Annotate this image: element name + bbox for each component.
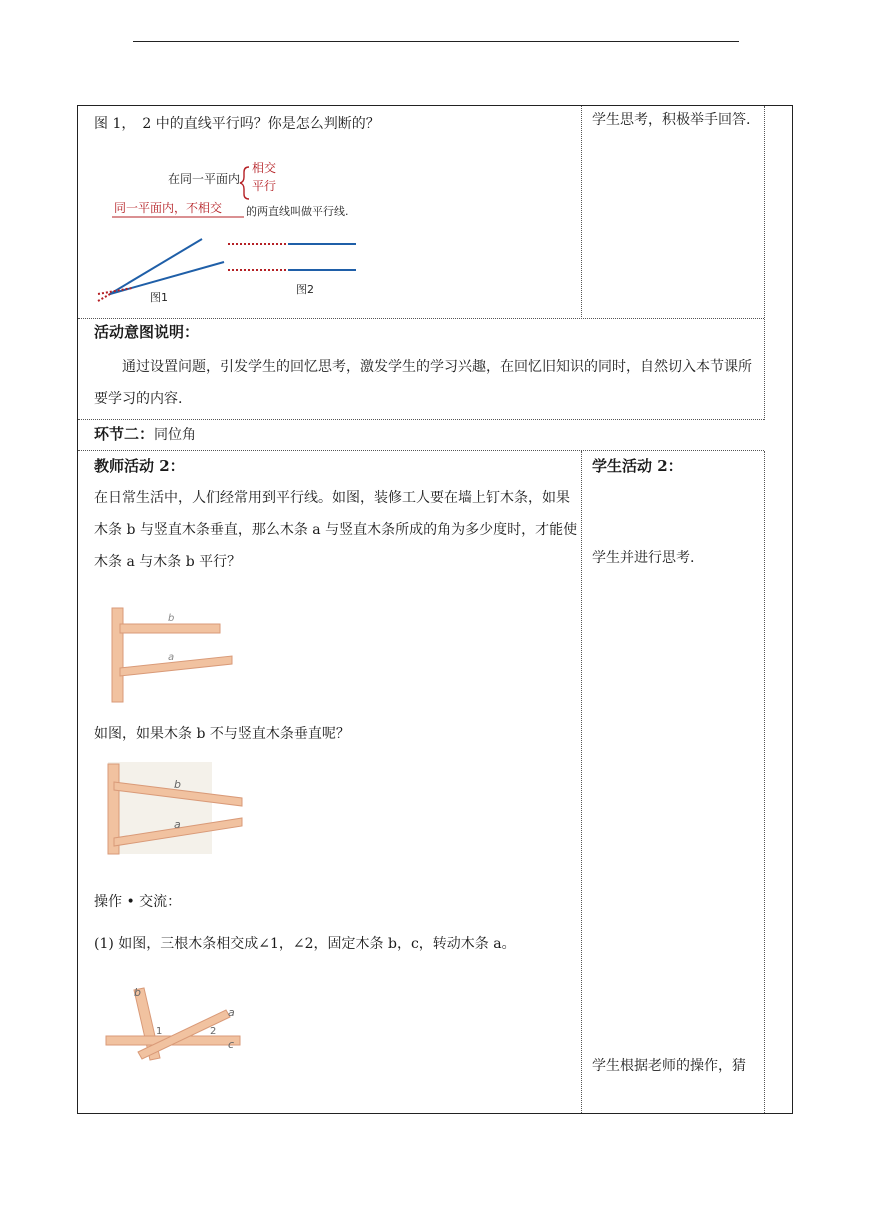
option-intersect: 相交	[252, 161, 277, 175]
column-divider-2	[581, 451, 582, 1113]
op-step-1: (1) 如图，三根木条相交成∠1，∠2，固定木条 b，c，转动木条 a。	[94, 936, 516, 952]
brace-icon	[240, 167, 249, 199]
stage-name: 同位角	[154, 427, 197, 443]
parallel-lines-figure	[92, 155, 372, 305]
fig1-line-dotted-1	[98, 293, 112, 301]
label-b: b	[168, 613, 175, 624]
teacher-para1: 在日常生活中，人们经常用到平行线。如图，装修工人要在墙上钉木条，如果木条 b 与竖直木条垂直，那么木条 a 与竖直木条所成的角为多少度时，才能使木条 a 与木条 b 平行？	[94, 490, 578, 570]
stage-label: 环节二：	[94, 425, 155, 443]
teacher-para2: 如图，如果木条 b 不与竖直木条垂直呢？	[94, 726, 350, 742]
intent-body: 通过设置问题，引发学生的回忆思考，激发学生的学习兴趣，在回忆旧知识的同时，自然切入本节课所要学习的内容.	[94, 359, 752, 407]
label-b: b	[174, 778, 181, 791]
option-parallel: 平行	[252, 179, 277, 193]
label-a: a	[168, 652, 175, 663]
question-text: 图 1， 2 中的直线平行吗？你是怎么判断的？	[94, 116, 380, 132]
column-divider-1	[581, 106, 582, 319]
student-text-2: 学生根据老师的操作，猜	[592, 1058, 746, 1074]
op-title: 操作 • 交流：	[94, 894, 182, 910]
fig2-label: 图2	[296, 283, 314, 296]
vertical-strip	[112, 608, 123, 702]
angle-2-label: 2	[210, 1026, 217, 1037]
column-divider-right-top	[764, 106, 765, 420]
plane-text: 在同一平面内	[168, 172, 241, 186]
intent-title: 活动意图说明：	[94, 323, 200, 341]
header-rule	[133, 41, 739, 42]
label-b: b	[134, 986, 141, 999]
definition-rest: 的两直线叫做平行线.	[246, 205, 349, 218]
stage-heading	[94, 424, 196, 445]
rotating-strips-figure	[100, 982, 250, 1062]
student-text-1: 学生并进行思考.	[592, 550, 695, 566]
wood-strips-figure-1	[100, 604, 240, 704]
angle-1-label: 1	[156, 1026, 163, 1037]
fig1-label: 图1	[150, 291, 168, 304]
strip-b	[120, 624, 220, 633]
definition-underline: 同一平面内，不相交	[114, 201, 223, 215]
teacher-title: 教师活动 2：	[94, 457, 185, 475]
column-divider-right-bottom	[764, 451, 765, 1113]
row-divider-3	[78, 450, 764, 451]
label-a: a	[174, 818, 181, 831]
row-divider-1	[78, 318, 764, 319]
strip-a	[120, 656, 232, 676]
row-divider-2	[78, 419, 764, 420]
fig1-line-upper-solid	[110, 239, 202, 294]
student-title: 学生活动 2：	[592, 457, 683, 475]
label-a: a	[228, 1006, 235, 1019]
label-c: c	[228, 1038, 235, 1051]
wood-strips-figure-2	[100, 760, 250, 860]
student-answer: 学生思考，积极举手回答.	[592, 112, 751, 128]
